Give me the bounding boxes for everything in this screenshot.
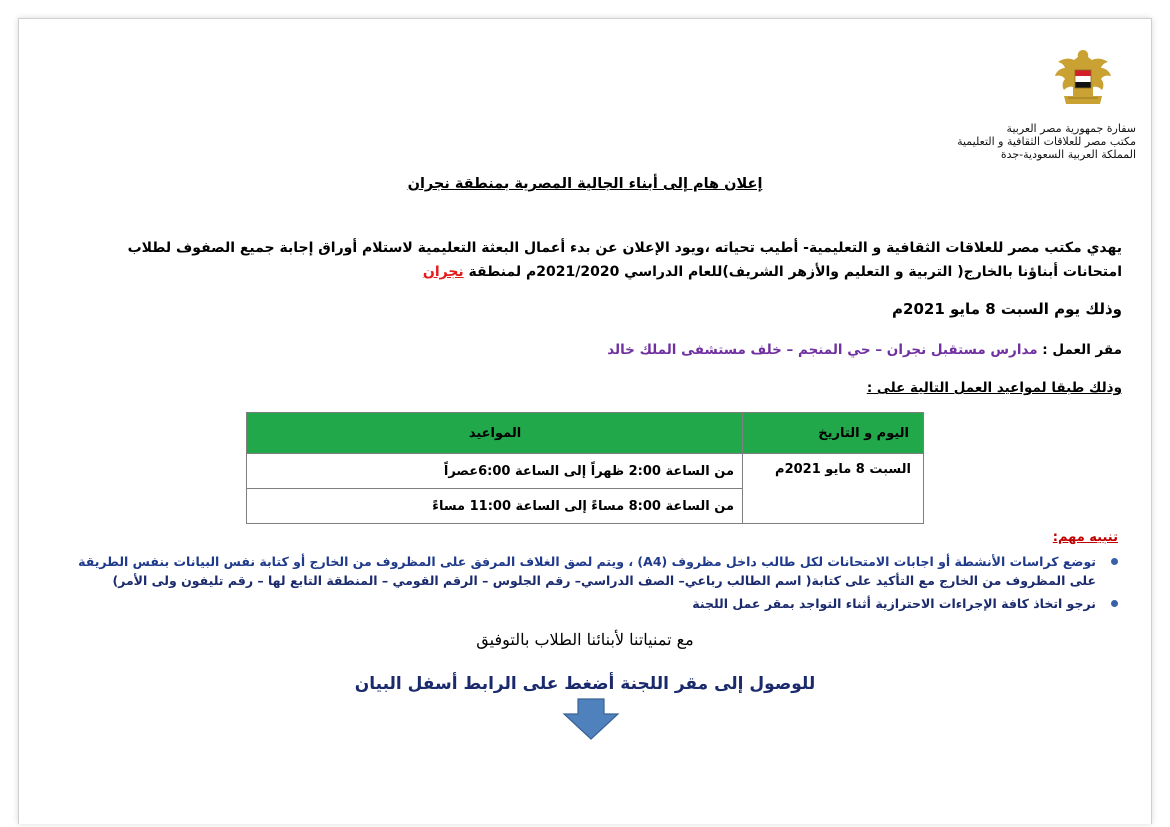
link-instruction: للوصول إلى مقر اللجنة أضغط على الرابط أسفل البيان bbox=[354, 674, 816, 694]
bullet-icon bbox=[1111, 558, 1118, 565]
embassy-line: المملكة العربية السعودية-جدة bbox=[1000, 148, 1136, 161]
announcement-title-text: إعلان هام إلى أبناء الجالية المصرية بمنطقة نجران bbox=[407, 176, 763, 192]
announcement-line-2 bbox=[32, 260, 1122, 284]
schedule-intro: وذلك طبقا لمواعيد العمل التالية على : bbox=[866, 380, 1122, 396]
region-name: نجران bbox=[422, 264, 464, 280]
schedule-slot-cell: من الساعة 8:00 مساءً إلى الساعة 11:00 مساءً bbox=[247, 489, 743, 524]
schedule-day-cell: السبت 8 مايو 2021م bbox=[743, 454, 924, 524]
arrow-down-icon bbox=[562, 698, 620, 740]
schedule-header-row bbox=[247, 413, 924, 454]
announcement-line-1: يهدي مكتب مصر للعلاقات الثقافية و التعليمية- أطيب تحياته ،ويود الإعلان عن بدء أعمال البعثة التعليمية لاستلام أوراق إجابة جميع الصفوف لطلاب bbox=[127, 240, 1122, 256]
embassy-address-block bbox=[876, 122, 1136, 161]
table-row bbox=[247, 454, 924, 489]
col-times-header: المواعيد bbox=[247, 413, 743, 454]
embassy-line: مكتب مصر للعلاقات الثقافية و التعليمية bbox=[957, 135, 1136, 148]
bullet-text: نرجو اتخاذ كافة الإجراءات الاحترازية أثناء التواجد بمقر عمل اللجنة bbox=[692, 596, 1096, 611]
egypt-eagle-emblem-icon bbox=[1050, 46, 1116, 110]
bullet-icon bbox=[1111, 600, 1118, 607]
announcement-title bbox=[0, 176, 1170, 192]
list-item bbox=[45, 552, 1120, 590]
announcement-paragraph bbox=[32, 236, 1122, 284]
announcement-line-2-text: امتحانات أبناؤنا بالخارج( التربية و التعليم والأزهر الشريف)للعام الدراسي 2021/2020م لمنطقة bbox=[463, 264, 1122, 280]
venue-label: مقر العمل : bbox=[1037, 342, 1122, 358]
venue-value: مدارس مستقبل نجران – حي المنجم – خلف مستشفى الملك خالد bbox=[607, 342, 1038, 358]
notice-label: تنبيه مهم: bbox=[1052, 530, 1118, 545]
bullet-text: توضع كراسات الأنشطة أو اجابات الامتحانات لكل طالب داخل مظروف (A4) ، ويتم لصق الغلاف المرفق على المظروف من الخارج أو كتابة نفس البيانات بنفس الطريقة bbox=[78, 554, 1096, 569]
col-day-header: اليوم و التاريخ bbox=[743, 413, 924, 454]
venue-line bbox=[607, 342, 1122, 358]
notice-bullets bbox=[45, 552, 1120, 613]
closing-wish: مع تمنياتنا لأبنائنا الطلاب بالتوفيق bbox=[476, 630, 694, 649]
date-line: وذلك يوم السبت 8 مايو 2021م bbox=[892, 300, 1122, 318]
schedule-table bbox=[246, 412, 924, 524]
schedule-slot-cell: من الساعة 2:00 ظهراً إلى الساعة 6:00عصراً bbox=[247, 454, 743, 489]
embassy-line: سفارة جمهورية مصر العربية bbox=[1006, 122, 1136, 135]
list-item bbox=[45, 594, 1120, 613]
bullet-text: على المظروف من الخارج مع التأكيد على كتابة( اسم الطالب رباعي– الصف الدراسي– رقم الجلوس – الرقم القومي – المنطقة التابع لها – رقم تليفون ولى الأمر) bbox=[112, 573, 1096, 588]
